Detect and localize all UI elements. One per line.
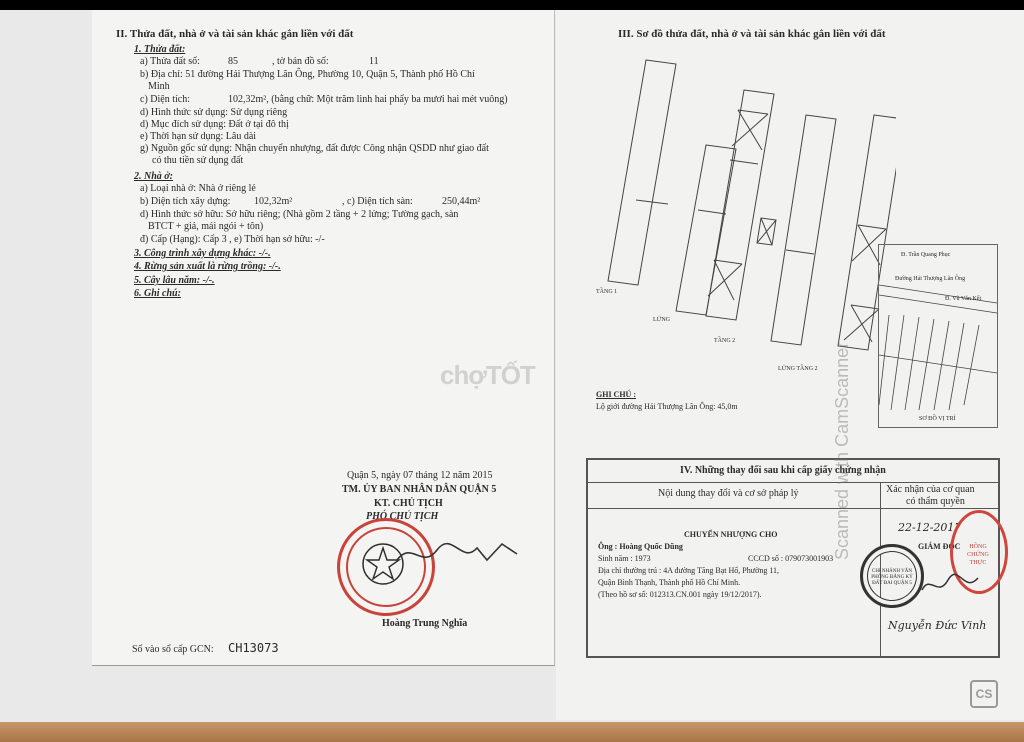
floor-area-value: 250,44m² <box>442 196 481 207</box>
certificate-left-page <box>92 10 555 666</box>
street-label-top: Đ. Trần Quang Phục <box>901 252 951 258</box>
map-label: , tờ bản đồ số: <box>272 56 329 67</box>
owner-address-2: Quận Bình Thạnh, Thành phố Hồ Chí Minh. <box>598 578 741 587</box>
parcel-number: 85 <box>228 56 238 67</box>
signer-name: Hoàng Trung Nghĩa <box>382 618 468 629</box>
floor-label-3: TẦNG 2 <box>714 338 736 344</box>
build-area-value: 102,32m² <box>254 196 293 207</box>
note-text: Lộ giới đường Hải Thượng Lãn Ông: 45,0m <box>596 402 738 411</box>
id-number: CCCD số : 079073001903 <box>748 554 834 563</box>
area-label: c) Diện tích: <box>140 94 190 105</box>
camscanner-watermark <box>832 520 1024 560</box>
floor-label-2: LỬNG <box>653 317 670 323</box>
column-header-confirm-1: Xác nhận của cơ quan <box>886 484 975 495</box>
map-number: 11 <box>369 56 379 67</box>
branch-seal-text: CHI NHÁNH VĂN PHÒNG ĐĂNG KÝ ĐẤT ĐAI QUẬN 5 <box>871 569 913 586</box>
section-ii-title: II. Thửa đất, nhà ở và tài sản khác gắn liền với đất <box>116 28 354 40</box>
authority-title: TM. ỦY BAN NHÂN DÂN QUẬN 5 <box>342 484 497 495</box>
issue-date: Quận 5, ngày 07 tháng 12 năm 2015 <box>347 470 493 481</box>
section-iii-title: III. Sơ đồ thửa đất, nhà ở và tài sản khác gắn liền với đất <box>618 28 886 40</box>
floor-plans-diagram <box>596 50 896 380</box>
new-owner: Ông : Hoàng Quốc Dũng <box>598 542 683 551</box>
register-number: CH13073 <box>228 641 279 655</box>
use-term: e) Thời hạn sử dụng: Lâu dài <box>140 131 257 142</box>
director-title: GIÁM ĐỐC <box>918 542 961 551</box>
confirm-date: 22-12-2017 <box>898 521 962 534</box>
item-3: 3. Công trình xây dựng khác: -/-. <box>134 248 271 259</box>
build-area-label: b) Diện tích xây dựng: <box>140 196 231 207</box>
address-line-1: b) Địa chỉ: 51 đường Hải Thượng Lãn Ông, Phường 10, Quận 5, Thành phố Hồ Chí <box>140 69 475 80</box>
origin-line-1: g) Nguồn gốc sử dụng: Nhận chuyển nhượng, đất được Công nhận QSDD như giao đất <box>140 143 489 154</box>
note-heading: GHI CHÚ : <box>596 390 636 399</box>
header-divider <box>588 508 998 509</box>
area-value: 102,32m², (bằng chữ: Một trăm linh hai phẩy ba mươi hai mét vuông) <box>228 94 508 105</box>
ownership-line-2: BTCT + giả, mái ngói + tôn) <box>148 221 264 232</box>
chotot-watermark: chợTỐT <box>440 360 535 390</box>
owner-address-1: Địa chỉ thường trú : 4A đường Tăng Bạt Hổ, Phường 11, <box>598 566 780 575</box>
changes-table-header <box>588 460 998 483</box>
floor-area-label: , c) Diện tích sàn: <box>342 196 413 207</box>
director-name: Nguyễn Đức Vinh <box>888 619 987 632</box>
street-label-side: Đ. Vũ Văn Kết <box>945 296 982 302</box>
vice-chairman: PHÓ CHỦ TỊCH <box>366 511 439 522</box>
ownership-line-1: d) Hình thức sở hữu: Sở hữu riêng; (Nhà gồm 2 tầng + 2 lửng; Tường gạch, sàn <box>140 209 459 220</box>
kt-chairman: KT. CHỦ TỊCH <box>374 498 443 509</box>
column-header-content: Nội dung thay đổi và cơ sở pháp lý <box>658 488 799 499</box>
item-5: 5. Cây lâu năm: -/-. <box>134 275 215 286</box>
birth-year: Sinh năm : 1973 <box>598 554 651 563</box>
use-form: d) Hình thức sử dụng: Sử dụng riêng <box>140 107 288 118</box>
item-4: 4. Rừng sản xuất là rừng trồng: -/-. <box>134 261 281 272</box>
chairman-signature <box>392 530 522 580</box>
origin-line-2: có thu tiền sử dụng đất <box>152 155 244 166</box>
wooden-table-edge <box>0 722 1024 742</box>
camscanner-badge: CS <box>970 680 998 708</box>
house-heading: 2. Nhà ở: <box>134 171 173 182</box>
address-line-2: Minh <box>148 81 170 92</box>
location-map <box>878 244 998 428</box>
changes-title: IV. Những thay đổi sau khi cấp giấy chứng nhận <box>680 465 886 476</box>
land-heading: 1. Thửa đất: <box>134 44 186 55</box>
file-reference: (Theo hồ sơ số: 012313.CN.001 ngày 19/12/2017). <box>598 590 762 599</box>
floor-label-4: LỬNG TẦNG 2 <box>778 366 818 372</box>
certificate-right-page <box>556 10 1024 720</box>
use-purpose: d) Mục đích sử dụng: Đất ở tại đô thị <box>140 119 289 130</box>
red-seal-text: HỒNG CHỨNG THỰC <box>967 544 989 566</box>
register-label: Số vào sổ cấp GCN: <box>132 644 214 655</box>
grade-line: đ) Cấp (Hạng): Cấp 3 , e) Thời hạn sở hữu: -/- <box>140 234 325 245</box>
director-signature <box>918 570 988 600</box>
street-label-main: Đường Hải Thượng Lãn Ông <box>895 276 966 282</box>
transfer-title: CHUYỂN NHƯỢNG CHO <box>684 530 778 539</box>
floor-label-1: TẦNG 1 <box>596 289 618 295</box>
column-header-confirm-2: có thẩm quyền <box>906 496 965 507</box>
house-type: a) Loại nhà ở: Nhà ở riêng lẻ <box>140 183 256 194</box>
item-6: 6. Ghi chú: <box>134 288 181 299</box>
location-map-label: SƠ ĐỒ VỊ TRÍ <box>919 416 956 422</box>
parcel-label: a) Thửa đất số: <box>140 56 200 67</box>
